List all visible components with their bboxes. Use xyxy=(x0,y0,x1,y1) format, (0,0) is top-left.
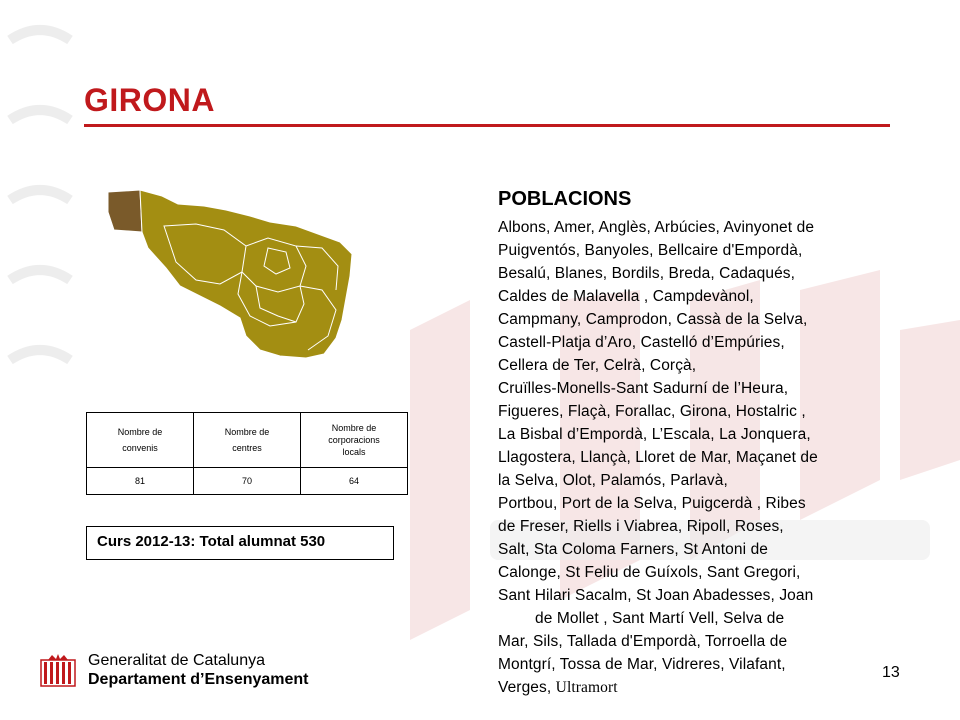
header-corporacions-line3: locals xyxy=(342,447,366,457)
poblacions-line: Castell-Platja d’Aro, Castelló d’Empúries, xyxy=(498,334,785,351)
poblacions-line: Mar, Sils, Tallada d'Empordà, Torroella de xyxy=(498,633,788,650)
value-corporacions: 64 xyxy=(301,468,408,495)
stats-table xyxy=(86,412,408,495)
header-centres xyxy=(194,413,301,468)
poblacions-line: Puigventós, Banyoles, Bellcaire d'Empordà, xyxy=(498,242,803,259)
poblacions-line: de Freser, Riells i Viabrea, Ripoll, Roses, xyxy=(498,518,784,535)
poblacions-line: Albons, Amer, Anglès, Arbúcies, Avinyonet de xyxy=(498,219,815,236)
poblacions-last-line xyxy=(498,676,890,699)
slide-title: GIRONA xyxy=(84,82,215,118)
header-centres-line1: Nombre de xyxy=(224,427,270,437)
page-number: 13 xyxy=(882,664,900,681)
header-convenis-line1: Nombre de xyxy=(117,427,163,437)
poblacions-line: Calonge, St Feliu de Guíxols, Sant Gregori, xyxy=(498,564,801,581)
poblacions-line: Salt, Sta Coloma Farners, St Antoni de xyxy=(498,541,769,558)
poblacions-line: Llagostera, Llançà, Lloret de Mar, Maçanet de xyxy=(498,449,818,466)
header-corporacions xyxy=(301,413,408,468)
poblacions-line: de Mollet , Sant Martí Vell, Selva de xyxy=(535,610,785,627)
header-convenis-line2: convenis xyxy=(122,443,158,453)
girona-region-map xyxy=(100,186,400,364)
poblacions-line: la Selva, Olot, Palamós, Parlavà, xyxy=(498,472,728,489)
poblacions-line: Cruïlles-Monells-Sant Sadurní de l’Heura, xyxy=(498,380,789,397)
poblacions-line: Besalú, Blanes, Bordils, Breda, Cadaqués, xyxy=(498,265,796,282)
logo-line-generalitat: Generalitat de Catalunya xyxy=(88,652,265,669)
value-centres: 70 xyxy=(194,468,301,495)
poblacions-line: Caldes de Malavella , Campdevànol, xyxy=(498,288,754,305)
poblacions-list xyxy=(498,216,890,699)
stats-value-row xyxy=(87,468,408,495)
poblacions-line: Campmany, Camprodon, Cassà de la Selva, xyxy=(498,311,808,328)
poblacions-line: Montgrí, Tossa de Mar, Vidreres, Vilafant, xyxy=(498,656,786,673)
header-centres-line2: centres xyxy=(232,443,262,453)
poblacions-line: Figueres, Flaçà, Forallac, Girona, Hostalric , xyxy=(498,403,806,420)
poblacions-line: Portbou, Port de la Selva, Puigcerdà , Ribes xyxy=(498,495,806,512)
generalitat-emblem-icon xyxy=(40,654,76,688)
stats-header-row xyxy=(87,413,408,468)
logo-line-departament: Departament d’Ensenyament xyxy=(88,671,309,688)
total-students-box: Curs 2012-13: Total alumnat 530 xyxy=(86,526,394,560)
poblacions-last-line-start: Verges, xyxy=(498,679,556,696)
header-corporacions-line1: Nombre de xyxy=(331,423,377,433)
map-region-main xyxy=(140,190,352,358)
header-corporacions-line2: corporacions xyxy=(328,435,380,445)
value-convenis: 81 xyxy=(87,468,194,495)
header-convenis xyxy=(87,413,194,468)
poblacions-last-line-end: Ultramort xyxy=(555,679,618,696)
poblacions-line: La Bisbal d’Empordà, L’Escala, La Jonquera, xyxy=(498,426,811,443)
poblacions-line: Sant Hilari Sacalm, St Joan Abadesses, Joan xyxy=(498,587,814,604)
title-underline xyxy=(84,124,890,127)
poblacions-heading: POBLACIONS xyxy=(498,188,632,210)
map-region-highlight xyxy=(108,190,142,232)
poblacions-line: Cellera de Ter, Celrà, Corçà, xyxy=(498,357,697,374)
generalitat-logo xyxy=(40,650,320,694)
